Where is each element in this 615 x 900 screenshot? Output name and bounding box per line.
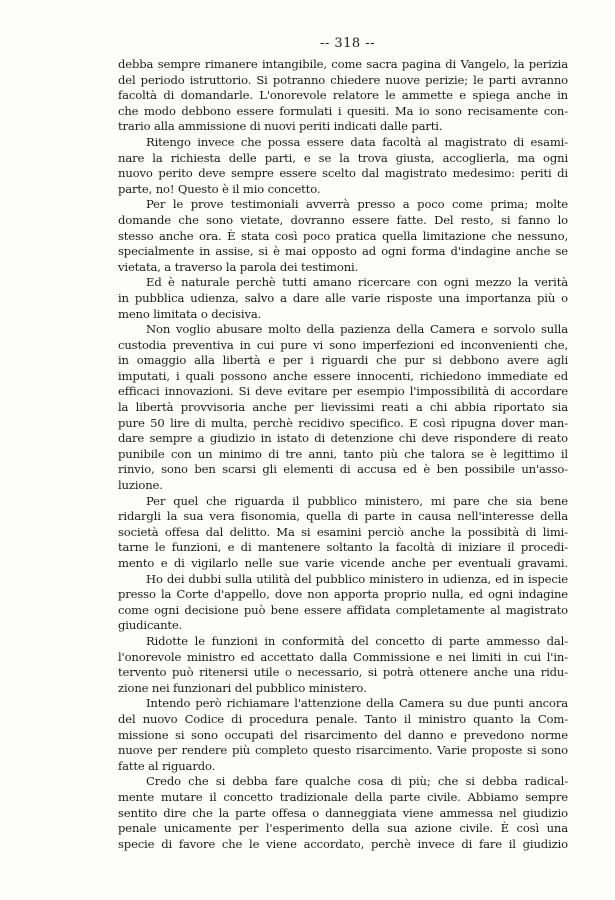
text-line: pure 50 lire di multa, perchè recidivo specifico. E così ripugna dover man- [118, 415, 568, 430]
text-line: parte, no! Questo è il mio concetto. [118, 181, 321, 196]
text-line: Ritengo invece che possa essere data facoltà al magistrato di esami- [146, 134, 568, 149]
text-line: nare la richiesta delle parti, e se la trova giusta, accoglierla, ma ogni [118, 150, 568, 165]
text-line: missione si sono occupati del risarcimento del danno e prevedono norme [118, 727, 568, 742]
text-line: specie di favore che le viene accordato, perchè invece di fare il giudizio [118, 836, 568, 851]
text-line: tarne le funzioni, e di mantenere soltanto la facoltà di iniziare il procedi- [118, 540, 568, 555]
text-line: Per quel che riguarda il pubblico ministero, mi pare che sia bene [146, 493, 568, 508]
text-line: del periodo istruttorio. Si potranno chiedere nuove perizie; le parti avranno [118, 72, 568, 87]
text-line: ridargli la sua vera fisonomia, quella di parte in causa nell'interesse della [118, 509, 568, 524]
text-line: mente mutare il concetto tradizionale della parte civile. Abbiamo sempre [118, 789, 568, 804]
text-line: tervento può ritenersi utile o necessario, si potrà ottenere anche una ridu- [118, 665, 568, 680]
text-line: rinvio, sono ben scarsi gli elementi di accusa ed è ben possibile un'asso- [118, 462, 568, 477]
text-line: Non voglio abusare molto della pazienza della Camera e sorvolo sulla [146, 322, 568, 337]
text-line: la libertà provvisoria anche per lievissimi reati a chi abbia riportato sia [118, 400, 568, 415]
text-line: custodia preventiva in cui pure vi sono imperfezioni ed inconvenienti che, [118, 337, 568, 352]
text-line: presso la Corte d'appello, dove non apporta proprio nulla, ed ogni indagine [118, 587, 568, 602]
text-line: nuovo perito deve sempre essere scelto dal magistrato medesimo: periti di [118, 166, 568, 181]
text-line: che modo debbono essere formulati i quesiti. Ma io sono recisamente con- [118, 103, 568, 118]
text-line: l'onorevole ministro ed accettato dalla Commissione e nei limiti in cui l'in- [118, 649, 568, 664]
text-line: penale unicamente per l'esperimento della sua azione civile. È così una [118, 821, 568, 836]
text-line: meno limitata o decisiva. [118, 306, 262, 321]
page-number: -- 318 -- [319, 36, 376, 51]
text-line: punibile con un minimo di tre anni, tanto più che talora se è legittimo il [118, 446, 568, 461]
text-line: Credo che si debba fare qualche cosa di più; che si debba radical- [146, 774, 568, 789]
text-line: Intendo però richiamare l'attenzione della Camera su due punti ancora [146, 696, 568, 711]
text-line: giudicante. [118, 618, 183, 633]
text-line: sentito dire che la parte offesa o danneggiata viene ammessa nel giudizio [118, 805, 568, 820]
text-line: come ogni decisione può bene essere affidata completamente al magistrato [118, 602, 568, 617]
text-line: facoltà di domandarle. L'onorevole relatore le ammette e spiega anche in [118, 88, 568, 103]
text-line: fatte al riguardo. [118, 758, 216, 773]
text-line: imputati, i quali possono anche essere innocenti, richiedono immediate ed [118, 368, 568, 383]
text-line: specialmente in assise, si è mai opposto ad ogni forma d'indagine anche se [118, 244, 568, 259]
text-line: luzione. [118, 478, 163, 493]
text-line: vietata, a traverso la parola dei testimoni. [118, 259, 359, 274]
text-line: debba sempre rimanere intangibile, come sacra pagina di Vangelo, la perizia [118, 57, 568, 71]
text-line: domande che sono vietate, dovranno essere fatte. Del resto, si fanno lo [118, 212, 568, 227]
text-line: trario alla ammissione di nuovi periti indicati dalle parti. [118, 119, 443, 134]
text-line: efficaci innovazioni. Si deve evitare per esempio l'impossibilità di accordare [118, 384, 568, 399]
text-line: società offesa dal delitto. Ma si esamini perciò anche la possibità di limi- [118, 524, 568, 539]
text-line: Per le prove testimoniali avverrà presso a poco come prima; molte [146, 197, 568, 212]
text-line: zione nei funzionari del pubblico ministero. [118, 680, 367, 695]
text-line: mento e di vigilarlo nelle sue varie vicende anche per eventuali gravami. [118, 556, 568, 570]
text-line: dare sempre a giudizio in istato di detenzione chi deve rispondere di reato [118, 431, 568, 446]
text-line: stesso anche ora. È stata così poco pratica quella limitazione che nessuno, [118, 228, 568, 243]
text-line: Ridotte le funzioni in conformità del concetto di parte ammesso dal- [146, 633, 568, 648]
text-line: Ho dei dubbi sulla utilità del pubblico ministero in udienza, ed in ispecie [146, 571, 568, 586]
text-line: Ed è naturale perchè tutti amano ricercare con ogni mezzo la verità [146, 275, 568, 290]
text-line: in pubblica udienza, salvo a dare alle varie risposte una importanza più o [118, 290, 568, 305]
text-line: nuove per rendere più completo questo risarcimento. Varie proposte si sono [118, 743, 568, 758]
text-line: in omaggio alla libertà e per i riguardi che pur si debbono avere agli [118, 353, 568, 368]
text-line: del nuovo Codice di procedura penale. Tanto il ministro quanto la Com- [118, 711, 568, 726]
body-text [118, 57, 568, 852]
